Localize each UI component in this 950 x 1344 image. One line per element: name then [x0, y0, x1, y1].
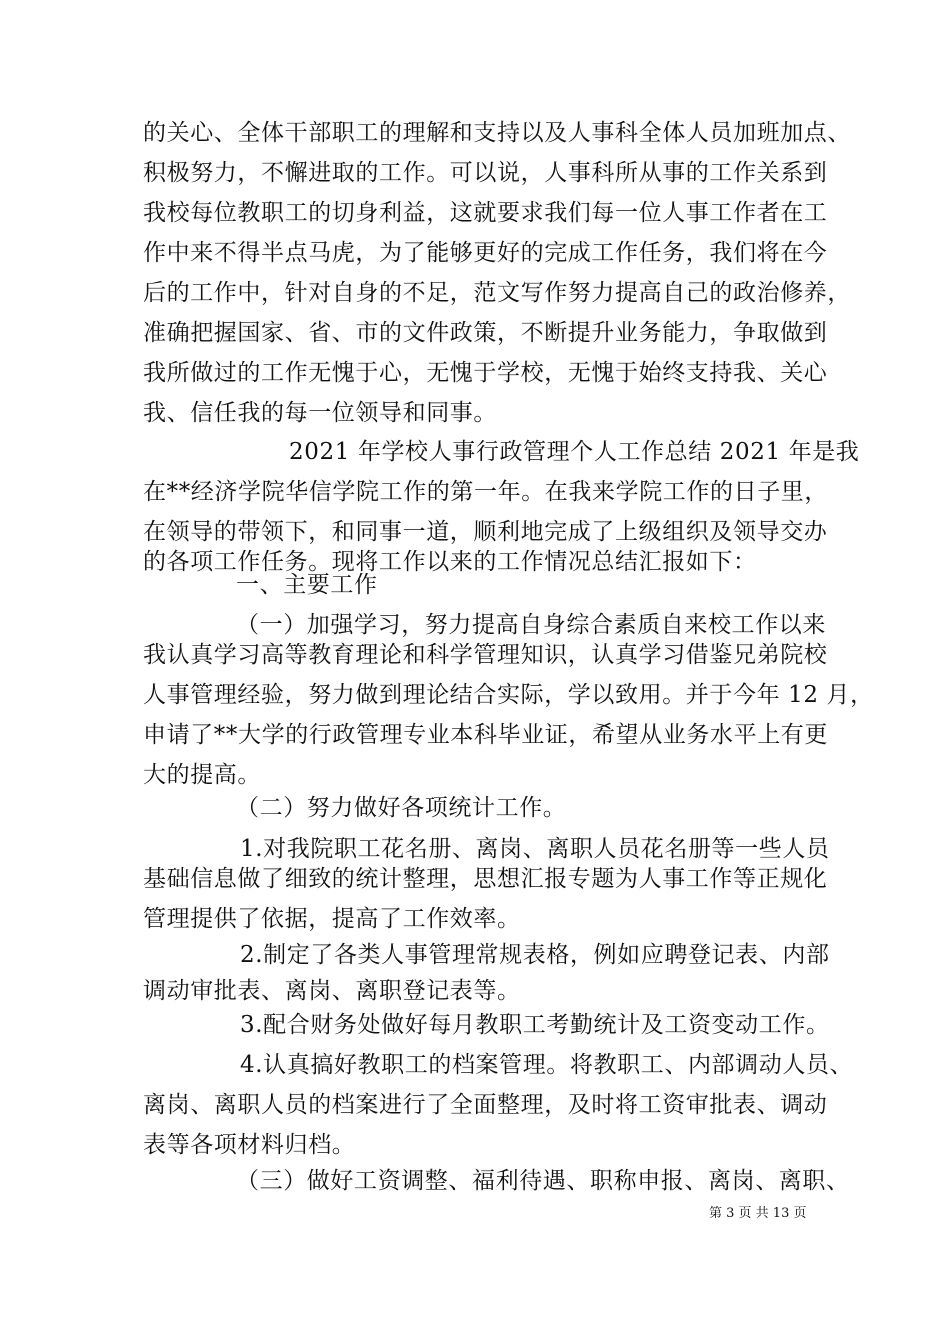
text-line: 2021 年学校人事行政管理个人工作总结 2021 年是我 [289, 439, 860, 465]
text-line: 人事管理经验，努力做到理论结合实际，学以致用。并于今年 12 月， [143, 682, 874, 708]
text-line: 1.对我院职工花名册、离岗、离职人员花名册等一些人员 [240, 836, 830, 862]
text-line: 表等各项材料归档。 [143, 1132, 356, 1158]
text-line: 4.认真搞好教职工的档案管理。将教职工、内部调动人员、 [240, 1052, 854, 1078]
text-line: 基础信息做了细致的统计整理，思想汇报专题为人事工作等正规化 [143, 866, 828, 892]
text-line: 3.配合财务处做好每月教职工考勤统计及工资变动工作。 [240, 1012, 830, 1038]
text-line: （一）加强学习，努力提高自身综合素质自来校工作以来 [236, 612, 826, 638]
text-line: 我校每位教职工的切身利益，这就要求我们每一位人事工作者在工 [143, 200, 828, 226]
page-footer: 第 3 页 共 13 页 [709, 1206, 807, 1221]
text-line: 我认真学习高等教育理论和科学管理知识，认真学习借鉴兄弟院校 [143, 642, 828, 668]
text-line: 作中来不得半点马虎，为了能够更好的完成工作任务，我们将在今 [143, 240, 828, 266]
text-line: （三）做好工资调整、福利待遇、职称申报、离岗、离职、 [236, 1168, 850, 1194]
text-line: （二）努力做好各项统计工作。 [236, 795, 567, 821]
text-line: 在领导的带领下，和同事一道，顺利地完成了上级组织及领导交办 [143, 519, 828, 545]
text-line: 在**经济学院华信学院工作的第一年。在我来学院工作的日子里， [143, 479, 828, 505]
text-line: 后的工作中，针对自身的不足，范文写作努力提高自己的政治修养， [143, 280, 851, 306]
text-line: 的关心、全体干部职工的理解和支持以及人事科全体人员加班加点、 [143, 120, 851, 146]
text-line: 的各项工作任务。现将工作以来的工作情况总结汇报如下： [143, 549, 757, 575]
section-heading: 一、主要工作 [236, 572, 378, 598]
text-line: 管理提供了依据，提高了工作效率。 [143, 906, 521, 932]
text-line: 准确把握国家、省、市的文件政策，不断提升业务能力，争取做到 [143, 320, 828, 346]
text-line: 调动审批表、离岗、离职登记表等。 [143, 978, 521, 1004]
text-line: 大的提高。 [143, 762, 261, 788]
text-line: 我、信任我的每一位领导和同事。 [143, 400, 497, 426]
text-line: 我所做过的工作无愧于心，无愧于学校，无愧于始终支持我、关心 [143, 360, 828, 386]
text-line: 申请了**大学的行政管理专业本科毕业证，希望从业务水平上有更 [143, 722, 828, 748]
text-line: 2.制定了各类人事管理常规表格，例如应聘登记表、内部 [240, 942, 830, 968]
text-line: 积极努力，不懈进取的工作。可以说，人事科所从事的工作关系到 [143, 160, 828, 186]
text-line: 离岗、离职人员的档案进行了全面整理，及时将工资审批表、调动 [143, 1092, 828, 1118]
